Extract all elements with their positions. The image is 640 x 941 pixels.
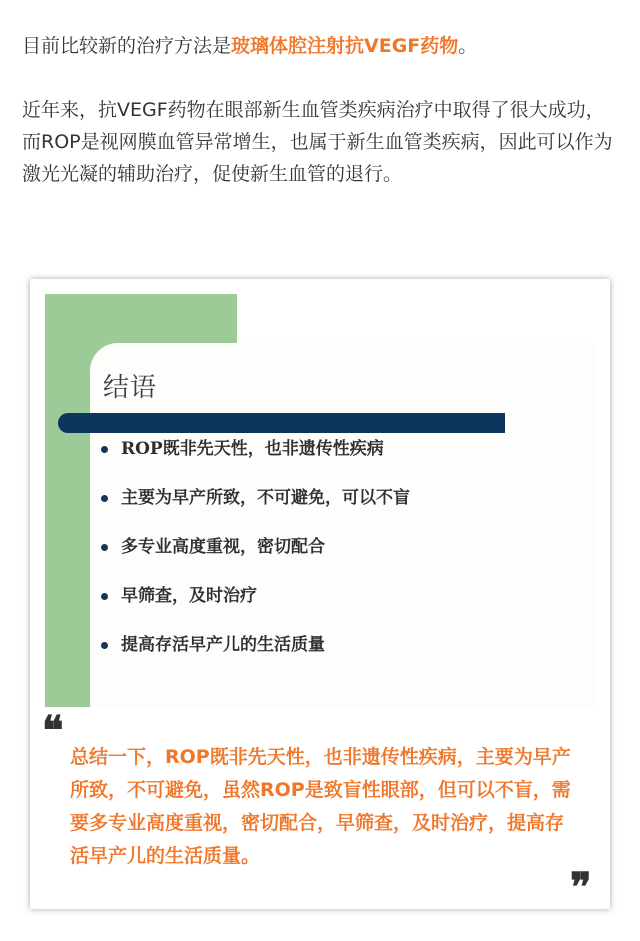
body-paragraph: 近年来，抗VEGF药物在眼部新生血管类疾病治疗中取得了很大成功，而ROP是视网膜血管异常增生，也属于新生血管类疾病，因此可以作为激光光凝的辅助治疗，促使新生血管的退行。: [22, 99, 613, 185]
slide-bullet-list: [100, 434, 410, 679]
open-quote-icon: ❝: [42, 707, 64, 754]
slide-bullet-text: ROP既非先天性，也非遗传性疾病: [121, 439, 384, 459]
slide-bullet-text: 多专业高度重视，密切配合: [121, 537, 325, 557]
slide-bullet: [100, 630, 410, 679]
intro-prefix: 目前比较新的治疗方法是: [22, 35, 232, 57]
bullet-dot-icon: [101, 593, 108, 600]
intro-highlight: 玻璃体腔注射抗VEGF药物: [231, 35, 459, 57]
bullet-dot-icon: [101, 495, 108, 502]
slide-bullet-text: 提高存活早产儿的生活质量: [121, 635, 325, 655]
slide-card: [30, 279, 610, 909]
bullet-dot-icon: [101, 446, 108, 453]
slide-bullet: [100, 532, 410, 581]
slide-bullet-text: 早筛查，及时治疗: [121, 586, 257, 606]
close-quote-icon: ❞: [570, 864, 592, 911]
bullet-dot-icon: [101, 544, 108, 551]
slide-image: [45, 294, 595, 707]
slide-title-bar: [58, 413, 505, 433]
bullet-dot-icon: [101, 642, 108, 649]
intro-paragraph: [22, 30, 622, 62]
quote-text: 总结一下，ROP既非先天性，也非遗传性疾病，主要为早产所致，不可避免，虽然ROP是致盲性眼部，但可以不盲，需要多专业高度重视，密切配合，早筛查，及时治疗，提高存活早产儿的生活质量。: [70, 746, 571, 867]
intro-suffix: 。: [458, 35, 478, 57]
slide-title: 结语: [103, 373, 158, 403]
slide-bullet: [100, 581, 410, 630]
slide-bullet: [100, 434, 410, 483]
slide-bullet-text: 主要为早产所致，不可避免，可以不盲: [121, 488, 410, 508]
slide-bullet: [100, 483, 410, 532]
